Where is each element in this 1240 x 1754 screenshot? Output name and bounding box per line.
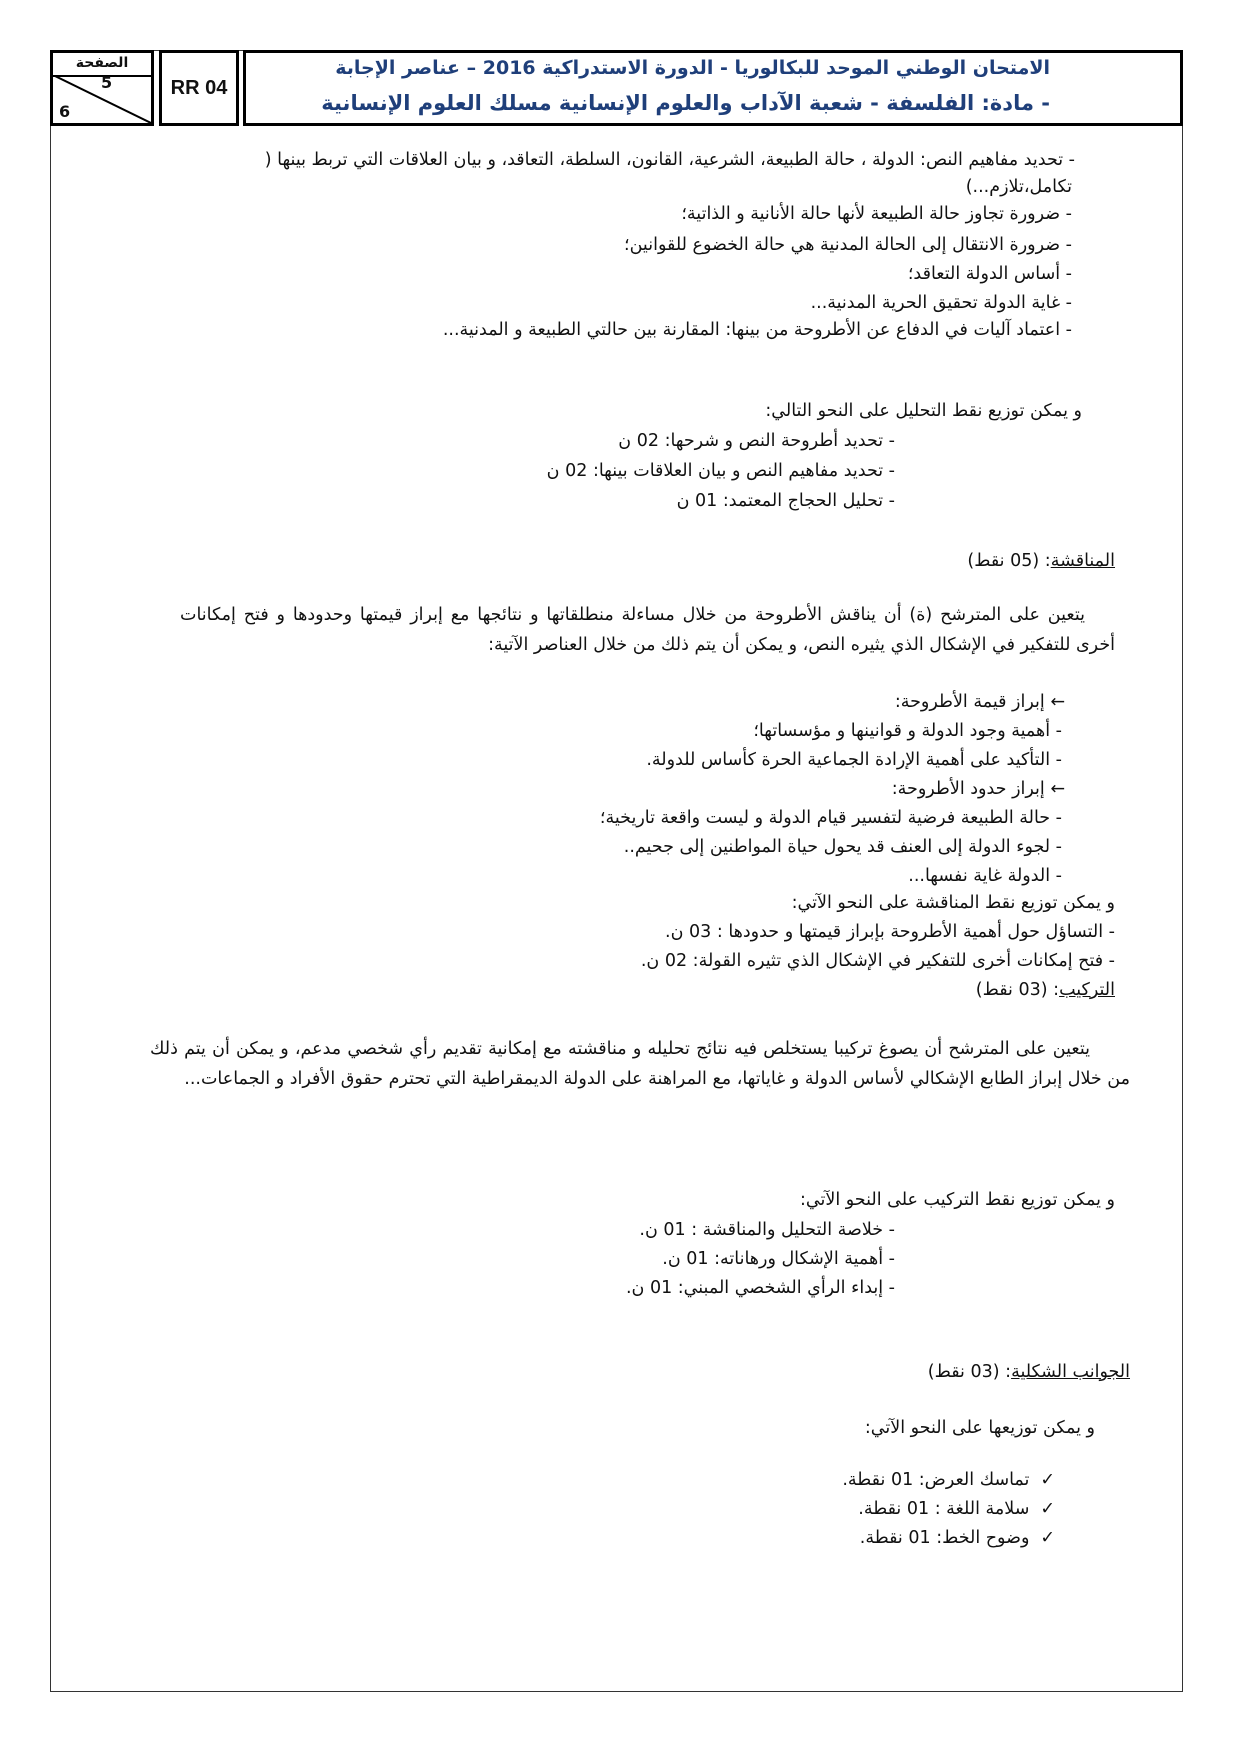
title-box [243,50,1183,126]
synthesis-score: : (03 نقط) [975,980,1060,1000]
page-current: 5 [101,73,113,92]
check-icon: ✓ [1040,1499,1055,1519]
discussion-heading [967,551,1115,571]
list-item [860,1528,1055,1548]
formal-score: : (03 نقط) [927,1362,1012,1382]
list-item: - ضرورة الانتقال إلى الحالة المدنية هي حالة الخضوع للقوانين؛ [624,235,1072,255]
list-item: - حالة الطبيعة فرضية لتفسير قيام الدولة و ليست واقعة تاريخية؛ [599,808,1062,828]
discussion-title: المناقشة [1050,551,1115,571]
page-label: الصفحة [75,55,129,71]
list-item: - التأكيد على أهمية الإرادة الجماعية الحرة كأساس للدولة. [646,750,1062,770]
header [50,50,1183,126]
synthesis-title: التركيب [1059,980,1115,1000]
list-item: - لجوء الدولة إلى العنف قد يحول حياة المواطنين إلى جحيم.. [623,837,1062,857]
points-item: - فتح إمكانات أخرى للتفكير في الإشكال الذي تثيره القولة: 02 ن. [640,951,1115,971]
check-icon: ✓ [1040,1528,1055,1548]
formal-heading [928,1362,1130,1382]
synthesis-paragraph: يتعين على المترشح أن يصوغ تركيبا يستخلص فيه نتائج تحليله و مناقشته مع إمكانية تقديم رأي شخصي مدعم، و يمكن أن يتم ذلك من خلال إبراز الطابع الإشكالي لأساس الدولة و غاياتها، مع المراهنة على الدولة الديمقراطية التي تحترم حقوق الأفراد و الجماعات... [150,1039,1130,1089]
list-item: - أهمية وجود الدولة و قوانينها و مؤسساتها؛ [753,721,1062,741]
limits-heading: ← إبراز حدود الأطروحة: [891,779,1065,799]
list-item: - أساس الدولة التعاقد؛ [907,264,1072,284]
formal-item-label: وضوح الخط: 01 نقطة. [859,1528,1030,1548]
points-item: - تحديد أطروحة النص و شرحها: 02 ن [618,431,895,451]
formal-item-label: سلامة اللغة : 01 نقطة. [858,1499,1030,1519]
list-item: - غاية الدولة تحقيق الحرية المدنية... [810,293,1072,313]
list-item: - الدولة غاية نفسها... [908,866,1062,886]
exam-subject: - مادة: الفلسفة - شعبة الآداب والعلوم الإنسانية مسلك العلوم الإنسانية [321,91,1050,115]
exam-title: الامتحان الوطني الموحد للبكالوريا - الدورة الاستدراكية 2016 – عناصر الإجابة [335,57,1050,79]
points-item: - إبداء الرأي الشخصي المبني: 01 ن. [625,1278,895,1298]
page-number-box [50,50,154,126]
points-item: - خلاصة التحليل والمناقشة : 01 ن. [639,1220,895,1240]
analysis-points-intro: و يمكن توزيع نقط التحليل على النحو التالي: [765,401,1082,421]
points-item: - أهمية الإشكال ورهاناته: 01 ن. [662,1249,895,1269]
concepts-line: - تحديد مفاهيم النص: الدولة ، حالة الطبيعة، الشرعية، القانون، السلطة، التعاقد، و بيان العلاقات التي تربط بينها ( [264,150,1075,170]
value-heading: ← إبراز قيمة الأطروحة: [894,692,1065,712]
points-item: - التساؤل حول أهمية الأطروحة بإبراز قيمتها و حدودها : 03 ن. [665,922,1115,942]
exam-code: RR 04 [159,50,239,126]
points-item: - تحليل الحجاج المعتمد: 01 ن [676,491,895,511]
list-item [842,1470,1055,1490]
list-item: - اعتماد آليات في الدفاع عن الأطروحة من بينها: المقارنة بين حالتي الطبيعة و المدنية... [442,320,1072,340]
check-icon: ✓ [1040,1470,1055,1490]
synthesis-heading [976,980,1115,1000]
formal-title: الجوانب الشكلية [1011,1362,1130,1382]
synthesis-points-intro: و يمكن توزيع نقط التركيب على النحو الآتي: [800,1190,1115,1210]
list-item: - ضرورة تجاوز حالة الطبيعة لأنها حالة الأنانية و الذاتية؛ [681,204,1072,224]
discussion-paragraph: يتعين على المترشح (ة) أن يناقش الأطروحة من خلال مساءلة منطلقاتها و نتائجها مع إبراز قيمتها وحدودها و فتح إمكانات أخرى للتفكير في الإشكال الذي يثيره النص، و يمكن أن يتم ذلك من خلال العناصر الآتية: [180,605,1115,655]
discussion-score: : (05 نقط) [967,551,1051,571]
formal-points-intro: و يمكن توزيعها على النحو الآتي: [864,1418,1095,1438]
discussion-points-intro: و يمكن توزيع نقط المناقشة على النحو الآتي: [791,893,1115,913]
concepts-line-cont: تكامل،تلازم...) [965,177,1072,197]
points-item: - تحديد مفاهيم النص و بيان العلاقات بينها: 02 ن [546,461,895,481]
page-total: 6 [59,102,71,121]
formal-item-label: تماسك العرض: 01 نقطة. [842,1470,1030,1490]
list-item [858,1499,1055,1519]
